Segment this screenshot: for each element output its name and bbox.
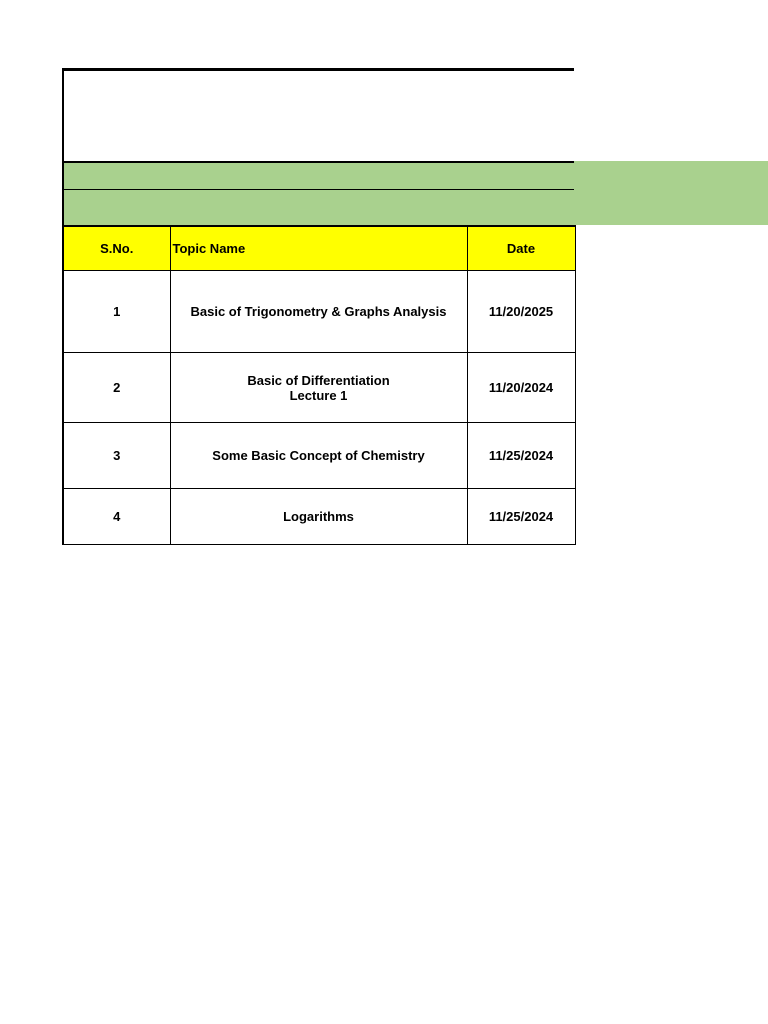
table-header-row	[63, 226, 575, 271]
banner-divider	[62, 189, 574, 190]
table-row	[63, 489, 575, 545]
row-topic: Logarithms	[170, 489, 467, 545]
row-topic: Basic of Trigonometry & Graphs Analysis	[170, 271, 467, 353]
header-date: Date	[467, 226, 575, 271]
header-topic-name: Topic Name	[170, 226, 467, 271]
topics-table	[62, 225, 576, 545]
row-date: 11/20/2025	[467, 271, 575, 353]
header-sno: S.No.	[63, 226, 170, 271]
row-sno: 2	[63, 353, 170, 423]
banner-top-border	[62, 161, 574, 163]
row-sno: 3	[63, 423, 170, 489]
row-date: 11/20/2024	[467, 353, 575, 423]
row-date: 11/25/2024	[467, 489, 575, 545]
row-sno: 1	[63, 271, 170, 353]
row-topic: Some Basic Concept of Chemistry	[170, 423, 467, 489]
banner-left-border	[62, 161, 64, 225]
row-topic: Basic of Differentiation Lecture 1	[170, 353, 467, 423]
table-row	[63, 271, 575, 353]
title-area	[62, 68, 574, 161]
row-sno: 4	[63, 489, 170, 545]
row-date: 11/25/2024	[467, 423, 575, 489]
table-row	[63, 423, 575, 489]
table-row	[63, 353, 575, 423]
green-banner	[62, 161, 768, 225]
